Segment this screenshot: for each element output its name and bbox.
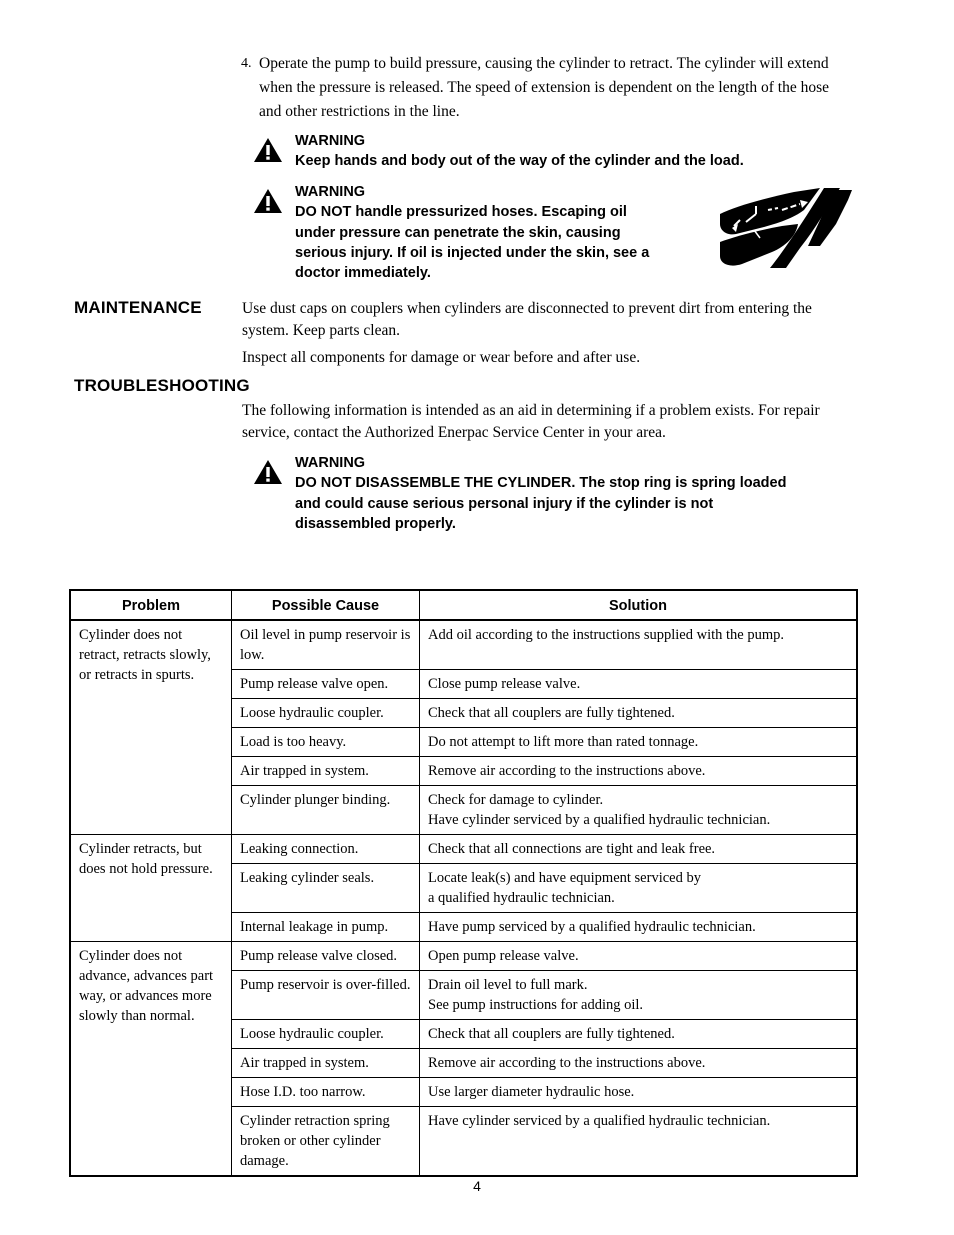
cause-cell: Cylinder plunger binding.	[232, 786, 420, 835]
solution-cell: Use larger diameter hydraulic hose.	[420, 1078, 858, 1107]
solution-cell: Check for damage to cylinder. Have cylinder serviced by a qualified hydraulic technician.	[420, 786, 858, 835]
cause-cell: Cylinder retraction spring broken or other cylinder damage.	[232, 1107, 420, 1177]
problem-cell: Cylinder retracts, but does not hold pressure.	[70, 835, 232, 942]
table-row	[70, 620, 857, 670]
warning-title: WARNING	[295, 133, 366, 149]
maintenance-heading: MAINTENANCE	[74, 298, 202, 317]
warning-line: under pressure can penetrate the skin, causing	[295, 224, 621, 241]
solution-cell: Check that all connections are tight and leak free.	[420, 835, 858, 864]
warning-line: and could cause serious personal injury if the cylinder is not	[295, 495, 714, 512]
cause-cell: Pump reservoir is over-filled.	[232, 971, 420, 1020]
cause-cell: Load is too heavy.	[232, 728, 420, 757]
solution-cell: Open pump release valve.	[420, 942, 858, 971]
troubleshooting-intro: The following information is intended as an aid in determining if a problem exists. For repair service, contact the Authorized Enerpac Service Center in your area.	[242, 402, 820, 441]
cause-cell: Leaking cylinder seals.	[232, 864, 420, 913]
cause-cell: Internal leakage in pump.	[232, 913, 420, 942]
cause-cell: Leaking connection.	[232, 835, 420, 864]
maintenance-paragraph: Use dust caps on couplers when cylinders are disconnected to prevent dirt from entering the system. Keep parts clean.	[242, 300, 812, 339]
warning-title: WARNING	[295, 455, 366, 471]
warning-line: doctor immediately.	[295, 265, 431, 282]
solution-cell: Have cylinder serviced by a qualified hydraulic technician.	[420, 1107, 858, 1177]
header-problem: Problem	[70, 590, 232, 620]
solution-cell: Check that all couplers are fully tightened.	[420, 1020, 858, 1049]
step-text: Operate the pump to build pressure, causing the cylinder to retract. The cylinder will extend when the pressure is released. The speed of extension is dependent on the length of the hose and other restrictions in the line.	[259, 55, 830, 120]
table-header-row	[70, 590, 857, 620]
header-possible-cause: Possible Cause	[232, 590, 420, 620]
warning-title: WARNING	[295, 184, 366, 200]
cause-cell: Loose hydraulic coupler.	[232, 1020, 420, 1049]
cause-cell: Pump release valve closed.	[232, 942, 420, 971]
solution-cell: Check that all couplers are fully tightened.	[420, 699, 858, 728]
cause-cell: Air trapped in system.	[232, 757, 420, 786]
step-4	[241, 52, 851, 124]
oil-injection-hazard-icon	[716, 184, 854, 270]
warning-line: DO NOT handle pressurized hoses. Escaping oil	[295, 204, 627, 221]
warning-line: disassembled properly.	[295, 515, 456, 532]
problem-cell: Cylinder does not advance, advances part way, or advances more slowly than normal.	[70, 942, 232, 1177]
solution-cell: Add oil according to the instructions supplied with the pump.	[420, 620, 858, 670]
solution-cell: Have pump serviced by a qualified hydraulic technician.	[420, 913, 858, 942]
cause-cell: Hose I.D. too narrow.	[232, 1078, 420, 1107]
cause-cell: Air trapped in system.	[232, 1049, 420, 1078]
troubleshooting-table	[69, 589, 858, 1177]
cause-cell: Oil level in pump reservoir is low.	[232, 620, 420, 670]
page-number: 4	[473, 1178, 481, 1194]
warning-line: DO NOT DISASSEMBLE THE CYLINDER. The stop ring is spring loaded	[295, 475, 787, 492]
warning-triangle-icon	[253, 137, 283, 163]
warning-line: Keep hands and body out of the way of the cylinder and the load.	[295, 153, 744, 170]
cause-cell: Loose hydraulic coupler.	[232, 699, 420, 728]
maintenance-paragraph: Inspect all components for damage or wear before and after use.	[242, 349, 641, 366]
warning-line: serious injury. If oil is injected under the skin, see a	[295, 244, 650, 261]
cause-cell: Pump release valve open.	[232, 670, 420, 699]
table-row	[70, 835, 857, 864]
solution-cell: Close pump release valve.	[420, 670, 858, 699]
solution-cell: Drain oil level to full mark. See pump instructions for adding oil.	[420, 971, 858, 1020]
problem-cell: Cylinder does not retract, retracts slowly, or retracts in spurts.	[70, 620, 232, 835]
troubleshooting-heading: TROUBLESHOOTING	[74, 376, 250, 395]
solution-cell: Locate leak(s) and have equipment serviced by a qualified hydraulic technician.	[420, 864, 858, 913]
warning-triangle-icon	[253, 188, 283, 214]
header-solution: Solution	[420, 590, 858, 620]
solution-cell: Remove air according to the instructions above.	[420, 757, 858, 786]
solution-cell: Remove air according to the instructions above.	[420, 1049, 858, 1078]
table-row	[70, 942, 857, 971]
solution-cell: Do not attempt to lift more than rated tonnage.	[420, 728, 858, 757]
step-number: 4.	[241, 56, 252, 71]
warning-triangle-icon	[253, 459, 283, 485]
